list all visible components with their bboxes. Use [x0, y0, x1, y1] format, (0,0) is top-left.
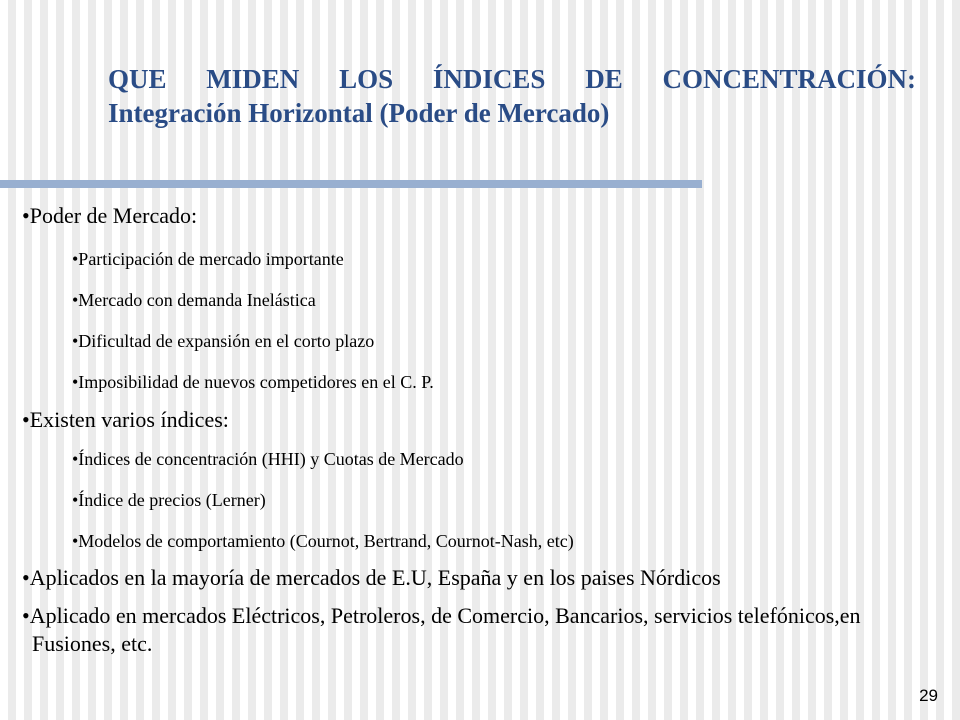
sub-bullet-item: •Modelos de comportamiento (Cournot, Bertrand, Cournot-Nash, etc) — [72, 531, 574, 551]
slide-title-line-2: Integración Horizontal (Poder de Mercado) — [108, 98, 610, 128]
sub-bullet-item: •Índices de concentración (HHI) y Cuotas de Mercado — [72, 449, 464, 469]
sub-bullet-item: •Imposibilidad de nuevos competidores en el C. P. — [72, 372, 434, 392]
bullet-list — [22, 202, 922, 658]
sub-bullet-item: •Mercado con demanda Inelástica — [72, 290, 316, 310]
sub-bullet-item: •Índice de precios (Lerner) — [72, 490, 266, 510]
bullet-item: •Aplicado en mercados Eléctricos, Petroleros, de Comercio, Bancarios, servicios telefónicos,en Fusiones, etc. — [22, 603, 861, 656]
bullet-item: •Poder de Mercado: — [22, 203, 198, 228]
slide-title-line-1: QUE MIDEN LOS ÍNDICES DE CONCENTRACIÓN: — [108, 64, 916, 94]
sub-bullet-item: •Participación de mercado importante — [72, 249, 344, 269]
slide-title — [108, 62, 916, 130]
bullet-item: •Existen varios índices: — [22, 407, 229, 432]
page-number: 29 — [919, 686, 938, 705]
sub-bullet-item: •Dificultad de expansión en el corto plazo — [72, 331, 375, 351]
bullet-item: •Aplicados en la mayoría de mercados de E.U, España y en los paises Nórdicos — [22, 565, 721, 590]
title-divider — [0, 180, 702, 188]
